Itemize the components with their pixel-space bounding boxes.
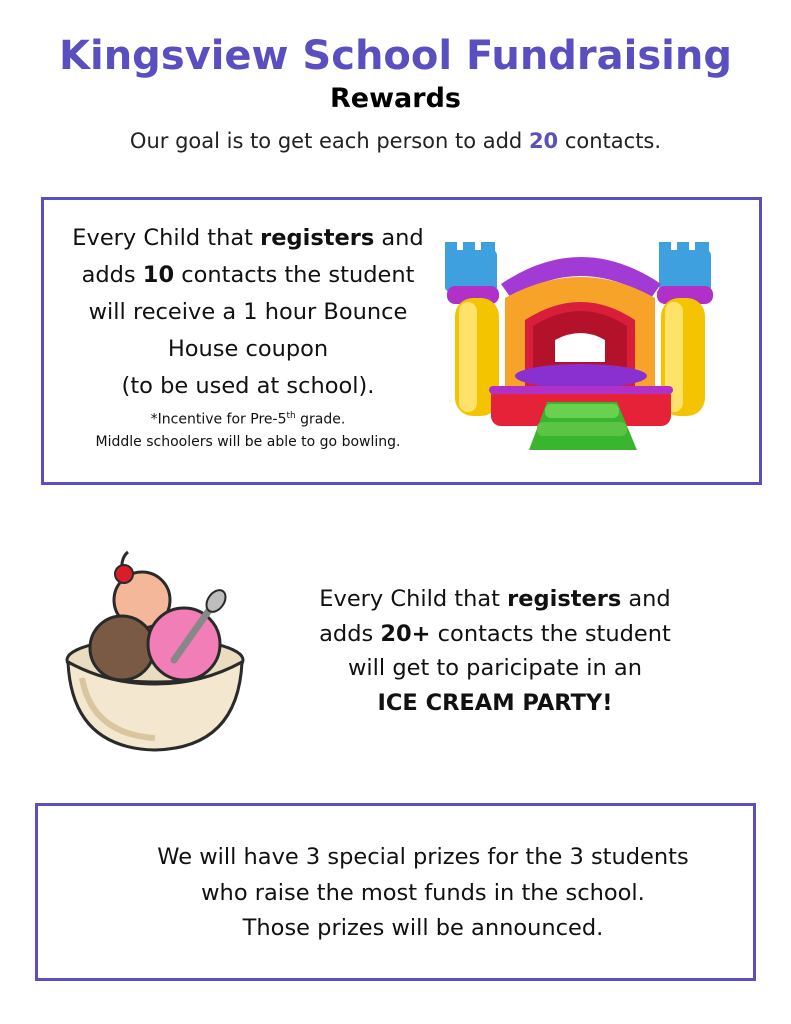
bounce-house-reward-text	[58, 220, 438, 453]
prizes-line2: who raise the most funds in the school.	[201, 879, 645, 906]
note1-a: *Incentive for Pre-5	[150, 411, 287, 428]
reward2-registers: registers	[507, 586, 622, 612]
special-prizes-text	[98, 840, 748, 947]
page-title: Kingsview School Fundraising	[59, 33, 732, 79]
special-prizes-box	[35, 803, 756, 981]
reward1-line1-a: Every Child that	[72, 225, 261, 251]
reward1-note-grade	[58, 405, 438, 431]
reward2-line1	[285, 582, 705, 617]
goal-statement	[0, 126, 791, 156]
reward1-line1	[58, 220, 438, 257]
reward2-line1-c: and	[621, 586, 671, 612]
reward2-line2-c: contacts the student	[430, 620, 671, 647]
reward2-line4: ICE CREAM PARTY!	[377, 689, 613, 716]
goal-number: 20	[528, 129, 559, 153]
goal-suffix: contacts.	[558, 129, 662, 153]
reward1-note-middle: Middle schoolers will be able to go bowling.	[95, 433, 401, 450]
prizes-line3: Those prizes will be announced.	[242, 915, 604, 941]
reward1-line3: will receive a 1 hour Bounce	[88, 299, 408, 325]
reward1-line5: (to be used at school).	[121, 373, 375, 399]
goal-prefix: Our goal is to get each person to add	[129, 129, 529, 153]
note1-sup: th	[286, 411, 296, 421]
reward2-count: 20+	[380, 620, 431, 647]
reward1-line2	[58, 257, 438, 294]
reward2-line3: will get to paricipate in an	[348, 655, 642, 681]
reward1-count: 10	[142, 262, 175, 288]
page-subtitle: Rewards	[330, 83, 461, 114]
bounce-house-icon	[441, 236, 737, 458]
ice-cream-bowl-icon	[62, 548, 248, 758]
reward1-line2-c: contacts the student	[174, 262, 415, 288]
note1-b: grade.	[295, 411, 346, 428]
reward1-line4: House coupon	[167, 336, 329, 362]
reward1-line2-a: adds	[81, 262, 143, 288]
reward1-line1-c: and	[374, 225, 424, 251]
ice-cream-reward-text	[285, 582, 705, 720]
bounce-house-reward-box	[41, 197, 762, 485]
prizes-line1: We will have 3 special prizes for the 3 students	[157, 844, 689, 870]
reward2-line1-a: Every Child that	[319, 586, 508, 612]
reward2-line2-a: adds	[319, 620, 381, 647]
reward2-line2	[285, 617, 705, 652]
reward1-registers: registers	[260, 225, 375, 251]
